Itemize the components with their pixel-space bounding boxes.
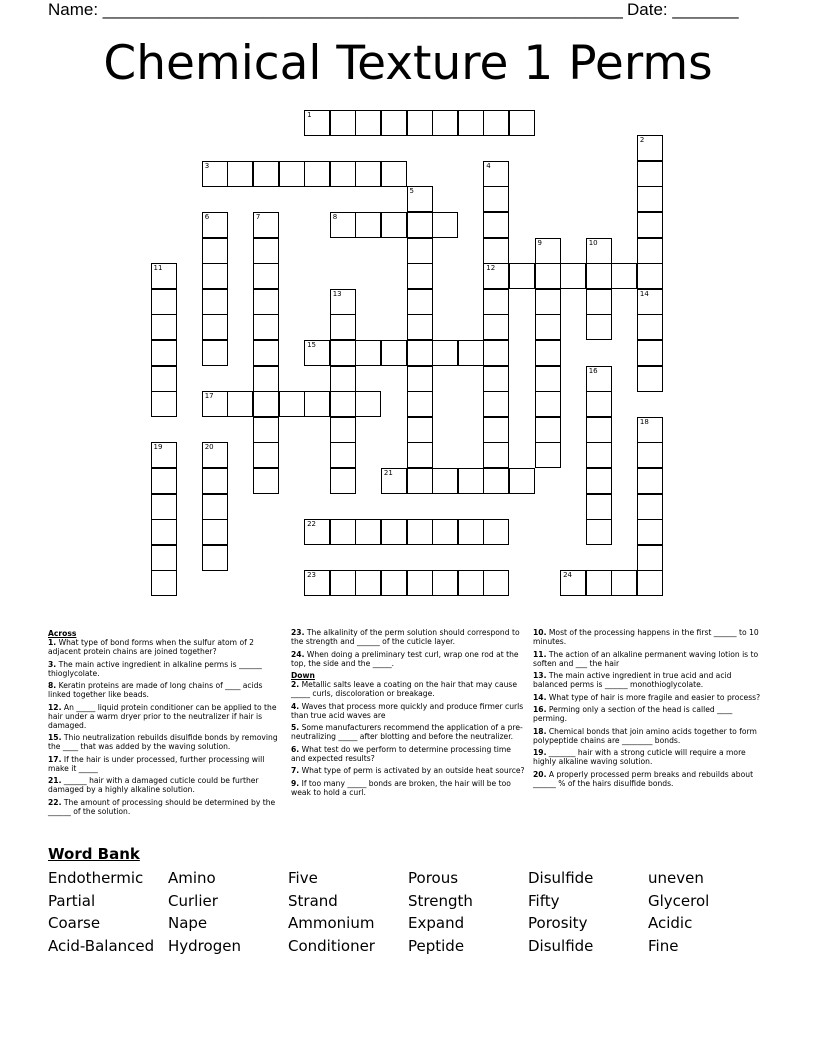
- crossword-cell[interactable]: [509, 110, 535, 136]
- down-clue: 4. Waves that process more quickly and produce firmer curls than true acid waves are: [291, 701, 524, 720]
- crossword-cell[interactable]: [253, 314, 279, 340]
- crossword-cell[interactable]: [586, 570, 612, 596]
- down-clue: 10. Most of the processing happens in the first ______ to 10 minutes.: [533, 628, 759, 646]
- crossword-cell[interactable]: [151, 519, 177, 545]
- crossword-cell[interactable]: [637, 314, 663, 340]
- crossword-cell[interactable]: [304, 110, 330, 136]
- crossword-cell[interactable]: [432, 519, 458, 545]
- word-bank-item: Fifty: [528, 891, 560, 910]
- across-clue: 12. An _____ liquid protein conditioner can be applied to the hair under a warm dryer prior to the neutralizer if hair is damaged.: [48, 702, 277, 730]
- crossword-cell[interactable]: [458, 340, 484, 366]
- crossword-cell[interactable]: [330, 417, 356, 443]
- crossword-cell[interactable]: [253, 289, 279, 315]
- crossword-cell[interactable]: [330, 314, 356, 340]
- crossword-cell[interactable]: [381, 161, 407, 187]
- crossword-cell[interactable]: [355, 570, 381, 596]
- crossword-cell[interactable]: [637, 212, 663, 238]
- across-clue: 17. If the hair is under processed, further processing will make it _____: [48, 754, 265, 773]
- crossword-cell[interactable]: [637, 186, 663, 212]
- crossword-cell[interactable]: [637, 545, 663, 571]
- crossword-cell[interactable]: [202, 238, 228, 264]
- crossword-cell[interactable]: [355, 340, 381, 366]
- crossword-cell[interactable]: [330, 570, 356, 596]
- crossword-cell[interactable]: [586, 366, 612, 392]
- crossword-cell[interactable]: [330, 212, 356, 238]
- crossword-cell[interactable]: [611, 570, 637, 596]
- clue-number: 10: [588, 238, 598, 247]
- crossword-cell[interactable]: [151, 545, 177, 571]
- across-clue: 22. The amount of processing should be determined by the ______ of the solution.: [48, 797, 276, 816]
- clue-number: 16: [588, 366, 598, 375]
- crossword-cell[interactable]: [637, 442, 663, 468]
- across-clue: 24. When doing a preliminary test curl, wrap one rod at the top, the side and the _____.: [291, 649, 519, 668]
- crossword-cell[interactable]: [407, 186, 433, 212]
- crossword-cell[interactable]: [253, 391, 279, 417]
- clue-number: 7: [255, 212, 261, 221]
- crossword-cell[interactable]: [407, 340, 433, 366]
- crossword-cell[interactable]: [637, 417, 663, 443]
- clue-number: 1: [307, 110, 312, 119]
- crossword-cell[interactable]: [637, 135, 663, 161]
- crossword-cell[interactable]: [253, 366, 279, 392]
- across-clue: 15. Thio neutralization rebuilds disulfide bonds by removing the ____ that was added by the waving solution.: [48, 733, 278, 751]
- crossword-cell[interactable]: [586, 494, 612, 520]
- crossword-cell[interactable]: [458, 110, 484, 136]
- down-clue: 7. What type of perm is activated by an outside heat source?: [291, 766, 525, 775]
- clues-column-2: [291, 628, 527, 800]
- crossword-cell[interactable]: [202, 340, 228, 366]
- crossword-cell[interactable]: [381, 570, 407, 596]
- crossword-cell[interactable]: [535, 417, 561, 443]
- crossword-cell[interactable]: [586, 442, 612, 468]
- word-bank-item: Glycerol: [648, 891, 710, 910]
- crossword-cell[interactable]: [279, 161, 305, 187]
- crossword-cell[interactable]: [407, 366, 433, 392]
- crossword-cell[interactable]: [381, 110, 407, 136]
- crossword-cell[interactable]: [483, 161, 509, 187]
- crossword-cell[interactable]: [586, 468, 612, 494]
- clue-number: 17: [204, 392, 214, 401]
- crossword-cell[interactable]: [381, 340, 407, 366]
- crossword-cell[interactable]: [407, 238, 433, 264]
- crossword-cell[interactable]: [407, 468, 433, 494]
- crossword-cell[interactable]: [535, 289, 561, 315]
- page-title: Chemical Texture 1 Perms: [103, 36, 713, 91]
- crossword-cell[interactable]: [483, 468, 509, 494]
- crossword-cell[interactable]: [637, 570, 663, 596]
- crossword-cell[interactable]: [586, 289, 612, 315]
- down-clue: 5. Some manufacturers recommend the application of a pre-neutralizing _____ after blotting and before the neutralizer.: [291, 723, 523, 741]
- crossword-cell[interactable]: [586, 519, 612, 545]
- crossword-cell[interactable]: [279, 391, 305, 417]
- clue-number: 21: [383, 468, 393, 477]
- crossword-cell[interactable]: [483, 417, 509, 443]
- crossword-cell[interactable]: [535, 391, 561, 417]
- crossword-cell[interactable]: [202, 519, 228, 545]
- crossword-cell[interactable]: [407, 519, 433, 545]
- crossword-cell[interactable]: [202, 442, 228, 468]
- word-bank-item: Five: [288, 869, 318, 887]
- crossword-cell[interactable]: [304, 519, 330, 545]
- crossword-cell[interactable]: [611, 263, 637, 289]
- word-bank: [48, 868, 768, 959]
- crossword-cell[interactable]: [407, 314, 433, 340]
- crossword-cell[interactable]: [227, 391, 253, 417]
- clue-number: 24: [563, 571, 573, 580]
- clue-number: 6: [204, 212, 210, 221]
- clue-number: 14: [639, 289, 649, 298]
- crossword-cell[interactable]: [330, 110, 356, 136]
- crossword-cell[interactable]: [304, 391, 330, 417]
- crossword-cell[interactable]: [535, 442, 561, 468]
- crossword-cell[interactable]: [637, 238, 663, 264]
- crossword-cell[interactable]: [355, 519, 381, 545]
- crossword-cell[interactable]: [253, 468, 279, 494]
- word-bank-item: Fine: [648, 937, 679, 956]
- crossword-cell[interactable]: [253, 263, 279, 289]
- word-bank-item: Amino: [168, 869, 216, 887]
- crossword-cell[interactable]: [483, 519, 509, 545]
- crossword-cell[interactable]: [637, 494, 663, 520]
- crossword-cell[interactable]: [637, 366, 663, 392]
- crossword-cell[interactable]: [509, 468, 535, 494]
- crossword-cell[interactable]: [458, 519, 484, 545]
- crossword-cell[interactable]: [151, 314, 177, 340]
- word-bank-item: Curlier: [168, 891, 218, 910]
- crossword-cell[interactable]: [637, 340, 663, 366]
- clue-number: 2: [639, 136, 645, 145]
- crossword-cell[interactable]: [202, 263, 228, 289]
- crossword-cell[interactable]: [253, 238, 279, 264]
- clue-number: 11: [153, 264, 163, 273]
- crossword-cell[interactable]: [330, 366, 356, 392]
- crossword-cell[interactable]: [151, 366, 177, 392]
- word-bank-item: Acidic: [648, 914, 693, 933]
- clue-number: 5: [409, 187, 414, 196]
- across-heading: Across: [48, 629, 77, 638]
- crossword-cell[interactable]: [202, 161, 228, 187]
- crossword-cell[interactable]: [330, 519, 356, 545]
- crossword-cell[interactable]: [637, 519, 663, 545]
- clue-number: 22: [307, 520, 317, 529]
- crossword-cell[interactable]: [355, 391, 381, 417]
- across-clue: 21. ______ hair with a damaged cuticle could be further damaged by a highly alkaline solution.: [48, 776, 259, 794]
- clue-number: 18: [639, 417, 649, 426]
- crossword-cell[interactable]: [381, 468, 407, 494]
- crossword-cell[interactable]: [509, 263, 535, 289]
- clue-number: 19: [153, 443, 163, 452]
- down-clue: 20. A properly processed perm breaks and rebuilds about ______ % of the hairs disulfide bonds.: [533, 769, 754, 788]
- crossword-cell[interactable]: [483, 110, 509, 136]
- crossword-cell[interactable]: [253, 442, 279, 468]
- down-clue: 19. _______ hair with a strong cuticle will require a more highly alkaline waving solution.: [533, 748, 746, 766]
- crossword-cell[interactable]: [202, 212, 228, 238]
- crossword-cell[interactable]: [458, 570, 484, 596]
- crossword-cell[interactable]: [586, 263, 612, 289]
- word-bank-item: Partial: [48, 891, 96, 910]
- crossword-cell[interactable]: [535, 263, 561, 289]
- crossword-cell[interactable]: [586, 238, 612, 264]
- word-bank-item: Conditioner: [288, 937, 375, 956]
- crossword-cell[interactable]: [637, 263, 663, 289]
- word-bank-item: Expand: [408, 914, 465, 933]
- clue-number: 3: [204, 161, 210, 170]
- crossword-cell[interactable]: [151, 340, 177, 366]
- crossword-cell[interactable]: [330, 289, 356, 315]
- crossword-cell[interactable]: [330, 468, 356, 494]
- date-field-label: Date: _______: [627, 0, 739, 19]
- word-bank-item: Porosity: [528, 914, 588, 933]
- name-field-label: Name: _______________________________________________________: [48, 0, 623, 19]
- crossword-cell[interactable]: [151, 263, 177, 289]
- crossword-cell[interactable]: [381, 212, 407, 238]
- down-clue: 16. Perming only a section of the head is called ____ perming.: [533, 705, 733, 723]
- crossword-cell[interactable]: [483, 238, 509, 264]
- crossword-cell[interactable]: [330, 442, 356, 468]
- word-bank-item: Acid-Balanced: [48, 937, 155, 956]
- down-clue: 13. The main active ingredient in true acid and acid balanced perms is ______ monothioglycolate.: [533, 671, 732, 689]
- crossword-cell[interactable]: [586, 314, 612, 340]
- down-clue: 14. What type of hair is more fragile and easier to process?: [533, 692, 761, 702]
- crossword-cell[interactable]: [407, 570, 433, 596]
- crossword-cell[interactable]: [535, 314, 561, 340]
- crossword-cell[interactable]: [637, 161, 663, 187]
- crossword-cell[interactable]: [202, 494, 228, 520]
- clue-number: 15: [307, 340, 317, 349]
- down-clue: 6. What test do we perform to determine processing time and expected results?: [291, 744, 511, 763]
- crossword-cell[interactable]: [535, 238, 561, 264]
- crossword-cell[interactable]: [330, 391, 356, 417]
- word-bank-item: Hydrogen: [168, 937, 241, 956]
- word-bank-item: Ammonium: [288, 914, 375, 933]
- crossword-cell[interactable]: [483, 442, 509, 468]
- crossword-cell[interactable]: [355, 110, 381, 136]
- crossword-cell[interactable]: [483, 391, 509, 417]
- word-bank-item: uneven: [648, 869, 704, 887]
- across-clue: 8. Keratin proteins are made of long chains of ____ acids linked together like beads.: [48, 681, 263, 699]
- crossword-cell[interactable]: [560, 570, 586, 596]
- crossword-cell[interactable]: [483, 314, 509, 340]
- clue-number: 23: [307, 571, 317, 580]
- crossword-cell[interactable]: [483, 340, 509, 366]
- crossword-cell[interactable]: [483, 570, 509, 596]
- crossword-cell[interactable]: [202, 391, 228, 417]
- clue-number: 12: [486, 264, 496, 273]
- clues-column-1: [48, 628, 284, 819]
- crossword-cell[interactable]: [637, 468, 663, 494]
- crossword-cell[interactable]: [407, 263, 433, 289]
- crossword-cell[interactable]: [483, 289, 509, 315]
- clue-number: 13: [332, 289, 342, 298]
- crossword-cell[interactable]: [407, 417, 433, 443]
- word-bank-item: Porous: [408, 869, 459, 887]
- crossword-cell[interactable]: [304, 340, 330, 366]
- crossword-cell[interactable]: [304, 570, 330, 596]
- crossword-cell[interactable]: [253, 417, 279, 443]
- clue-number: 8: [332, 212, 338, 221]
- crossword-cell[interactable]: [151, 570, 177, 596]
- crossword-cell[interactable]: [458, 468, 484, 494]
- crossword-cell[interactable]: [355, 161, 381, 187]
- crossword-cell[interactable]: [586, 417, 612, 443]
- crossword-cell[interactable]: [253, 340, 279, 366]
- crossword-cell[interactable]: [407, 212, 433, 238]
- clue-number: 20: [204, 443, 214, 452]
- crossword-cell[interactable]: [151, 391, 177, 417]
- across-clue: 1. What type of bond forms when the sulfur atom of 2 adjacent protein chains are joined together?: [48, 638, 255, 656]
- crossword-cell[interactable]: [202, 468, 228, 494]
- crossword-cell[interactable]: [483, 263, 509, 289]
- word-bank-item: Strength: [408, 891, 473, 910]
- crossword-cell[interactable]: [151, 289, 177, 315]
- crossword-cell[interactable]: [330, 340, 356, 366]
- crossword-cell[interactable]: [432, 468, 458, 494]
- crossword-cell[interactable]: [202, 289, 228, 315]
- crossword-cell[interactable]: [151, 468, 177, 494]
- crossword-cell[interactable]: [253, 161, 279, 187]
- crossword-cell[interactable]: [202, 314, 228, 340]
- across-clue: 3. The main active ingredient in alkaline perms is ______ thioglycolate.: [48, 659, 262, 678]
- word-bank-item: Coarse: [48, 914, 101, 933]
- crossword-cell[interactable]: [535, 366, 561, 392]
- crossword-cell[interactable]: [151, 442, 177, 468]
- crossword-cell[interactable]: [355, 212, 381, 238]
- word-bank-item: Endothermic: [48, 869, 144, 887]
- clue-number: 4: [486, 161, 491, 170]
- word-bank-item: Nape: [168, 914, 208, 933]
- word-bank-item: Peptide: [408, 937, 465, 956]
- crossword-cell[interactable]: [637, 289, 663, 315]
- crossword-cell[interactable]: [381, 519, 407, 545]
- down-clue: 18. Chemical bonds that join amino acids together to form polypeptide chains are ________ bonds.: [533, 726, 757, 745]
- crossword-cell[interactable]: [227, 161, 253, 187]
- crossword-cell[interactable]: [432, 340, 458, 366]
- crossword-cell[interactable]: [253, 212, 279, 238]
- crossword-cell[interactable]: [407, 110, 433, 136]
- crossword-cell[interactable]: [202, 545, 228, 571]
- crossword-cell[interactable]: [151, 494, 177, 520]
- down-clue: 9. If too many _____ bonds are broken, the hair will be too weak to hold a curl.: [291, 778, 511, 797]
- word-bank-item: Disulfide: [528, 937, 594, 956]
- down-clue: 2. Metallic salts leave a coating on the hair that may cause _____ curls, discoloration or breakage.: [291, 680, 518, 698]
- crossword-cell[interactable]: [432, 570, 458, 596]
- down-clue: 11. The action of an alkaline permanent waving lotion is to soften and ___ the hair: [533, 649, 759, 668]
- crossword-cell[interactable]: [535, 340, 561, 366]
- crossword-cell[interactable]: [407, 289, 433, 315]
- crossword-cell[interactable]: [407, 442, 433, 468]
- word-bank-title: Word Bank: [48, 845, 140, 863]
- crossword-cell[interactable]: [586, 391, 612, 417]
- crossword-cell[interactable]: [483, 212, 509, 238]
- crossword-cell[interactable]: [483, 186, 509, 212]
- crossword-cell[interactable]: [304, 161, 330, 187]
- crossword-cell[interactable]: [432, 110, 458, 136]
- crossword-cell[interactable]: [483, 366, 509, 392]
- crossword-cell[interactable]: [407, 391, 433, 417]
- word-bank-item: Disulfide: [528, 869, 594, 887]
- crossword-cell[interactable]: [560, 263, 586, 289]
- across-clue: 23. The alkalinity of the perm solution should correspond to the strength and ______ of the cuticle layer.: [291, 628, 520, 646]
- clues-column-3: [533, 628, 765, 791]
- crossword-cell[interactable]: [432, 212, 458, 238]
- word-bank-item: Strand: [288, 891, 338, 910]
- crossword-cell[interactable]: [330, 161, 356, 187]
- clue-number: 9: [537, 238, 542, 247]
- down-heading: Down: [291, 671, 315, 680]
